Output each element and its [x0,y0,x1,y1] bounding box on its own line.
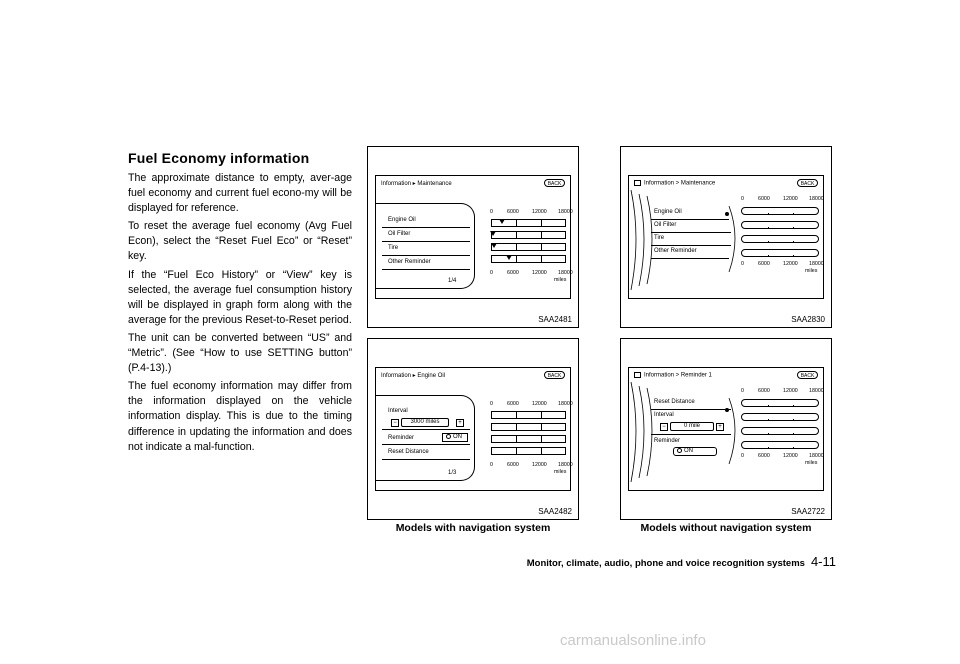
marker-triangle-icon [499,219,505,224]
figure-saa2481 [367,146,579,328]
reminder-label: Reminder [654,438,681,444]
screen-title: Information ▸ Maintenance [381,181,452,187]
plus-button[interactable]: + [716,423,724,431]
back-button[interactable]: BACK [544,179,565,187]
menu-item-oil-filter[interactable]: Oil Filter [388,231,411,237]
toggle-circle-icon [446,434,451,439]
progress-pill [741,235,819,243]
interval-label: Interval [654,412,674,418]
interval-label: Interval [388,408,408,414]
info-icon [634,180,641,186]
progress-pill [741,413,819,421]
progress-row [491,243,566,251]
caption-without-nav: Models without navigation system [640,522,812,534]
marker-triangle-icon [506,255,512,260]
maintenance-screen: Information ▸ Maintenance BACK Engine Oil Oil Filter Tire Other Reminder 1/4 0 6000 12000 18000 0 6000 12000 18000 miles [375,175,571,299]
reminder-toggle[interactable]: ON [442,433,468,442]
figure-saa2830 [620,146,832,328]
selection-dot-icon [725,212,729,216]
page-number: 4-11 [810,554,836,569]
toggle-circle-icon [677,448,682,453]
back-button[interactable]: BACK [797,371,818,379]
progress-pill [741,427,819,435]
paragraph-4: The unit can be converted between “US” and “Metric”. (See “How to use SETTING button” (P.4-13).) [128,331,352,375]
selection-dot-icon [725,408,729,412]
menu-item-tire[interactable]: Tire [388,245,399,251]
menu-item-other-reminder[interactable]: Other Reminder [654,248,697,254]
reminder-toggle[interactable]: ON [673,447,717,456]
progress-pill [741,221,819,229]
progress-row [491,255,566,263]
progress-pill [741,249,819,257]
page-indicator: 1/3 [448,470,457,476]
marker-triangle-icon [491,243,497,248]
page-indicator: 1/4 [448,278,457,284]
reset-distance-item[interactable]: Reset Distance [388,449,429,455]
screen-title: Information > Reminder 1 [634,372,712,379]
unit-label: miles [805,460,818,466]
info-icon [634,372,641,378]
progress-pill [741,399,819,407]
plus-button[interactable]: + [456,419,464,427]
footer-section-title: Monitor, climate, audio, phone and voice recognition systems [526,558,805,569]
interval-value[interactable]: 3000 miles [401,418,449,427]
progress-row [491,423,566,431]
unit-label: miles [554,469,567,475]
menu-item-oil-filter[interactable]: Oil Filter [654,222,677,228]
maintenance-screen: Information > Maintenance BACK Engine Oil Oil Filter Tire Other Reminder 0 6000 12000 18000 0 6000 12000 18000 miles [628,175,824,299]
reset-distance-item[interactable]: Reset Distance [654,399,695,405]
paragraph-1: The approximate distance to empty, aver-age fuel economy and current fuel econo-my will be displayed for reference. [128,172,352,215]
minus-button[interactable]: − [660,423,668,431]
interval-value[interactable]: 0 mile [670,422,714,431]
screen-title: Information ▸ Engine Oil [381,373,446,379]
watermark: carmanualsonline.info [560,632,706,649]
paragraph-5: The fuel economy information may differ from the information displayed on the vehicle information display. This is due to the timing difference in updating the information and does not indicate a mal-function. [128,380,352,453]
section-title: Fuel Economy information [128,150,310,166]
page-footer [514,553,836,571]
progress-row [491,231,566,239]
progress-row [491,435,566,443]
figure-code: SAA2482 [538,507,572,516]
figure-code: SAA2722 [791,507,825,516]
caption-with-nav: Models with navigation system [395,522,551,534]
screen-title: Information > Maintenance [634,180,715,187]
progress-pill [741,207,819,215]
paragraph-2: To reset the average fuel economy (Avg Fuel Econ), select the “Reset Fuel Eco” or “Reset” key. [128,220,352,263]
unit-label: miles [805,268,818,274]
unit-label: miles [554,277,567,283]
figure-code: SAA2481 [538,315,572,324]
figure-saa2722 [620,338,832,520]
progress-row [491,411,566,419]
reminder-label: Reminder [388,435,415,441]
text-column [128,150,352,458]
menu-item-other-reminder[interactable]: Other Reminder [388,259,431,265]
menu-item-engine-oil[interactable]: Engine Oil [654,209,682,215]
progress-row [491,447,566,455]
menu-item-tire[interactable]: Tire [654,235,665,241]
menu-item-engine-oil[interactable]: Engine Oil [388,217,416,223]
back-button[interactable]: BACK [544,371,565,379]
figure-saa2482 [367,338,579,520]
minus-button[interactable]: − [391,419,399,427]
back-button[interactable]: BACK [797,179,818,187]
paragraph-3: If the “Fuel Eco History” or “View” key is selected, the average fuel consumption history will be displayed in graph form along with the average for the previous Reset-to-Reset period. [128,268,352,326]
figure-code: SAA2830 [791,315,825,324]
progress-pill [741,441,819,449]
reminder-screen: Information > Reminder 1 BACK Reset Distance Interval − 0 mile + Reminder ON 0 6000 12000 18000 0 6000 12000 18000 miles [628,367,824,491]
marker-triangle-icon [490,231,496,236]
engine-oil-screen: Information ▸ Engine Oil BACK Interval − 3000 miles + Reminder ON Reset Distance 1/3 0 6000 12000 18000 0 6000 12000 18000 miles [375,367,571,491]
